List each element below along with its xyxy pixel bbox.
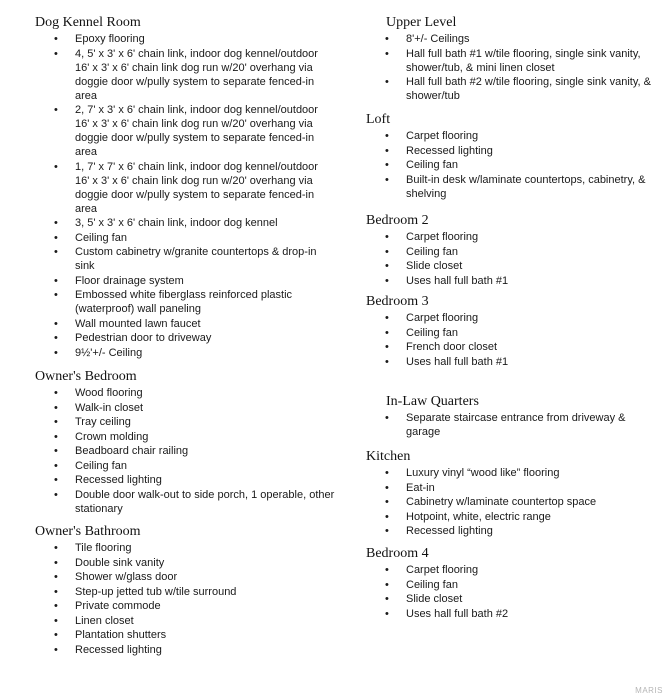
feature-list	[366, 411, 661, 439]
list-item: • Uses hall full bath #1	[366, 274, 661, 288]
feature-list	[35, 541, 335, 657]
section-title: Upper Level	[386, 15, 457, 30]
list-item: • 9½'+/- Ceiling	[35, 346, 335, 360]
list-item: • Custom cabinetry w/granite countertops & drop-in sink	[35, 245, 335, 273]
section-title: Kitchen	[366, 449, 411, 464]
section-owners-bathroom	[35, 524, 335, 657]
section-title: Owner's Bedroom	[35, 369, 137, 384]
section-loft	[366, 112, 661, 201]
list-item: • Pedestrian door to driveway	[35, 331, 335, 345]
section-upper-level	[386, 15, 661, 104]
maris-watermark: MARIS	[635, 686, 663, 695]
section-bedroom-2	[366, 213, 661, 288]
list-item: • Private commode	[35, 599, 335, 613]
feature-list	[35, 386, 335, 516]
section-bedroom-4	[366, 546, 661, 621]
section-title: Dog Kennel Room	[35, 15, 141, 30]
feature-list	[366, 563, 661, 621]
list-item: • Tile flooring	[35, 541, 335, 555]
list-item: • Cabinetry w/laminate countertop space	[366, 495, 661, 509]
list-item: • 3, 5' x 3' x 6' chain link, indoor dog kennel	[35, 216, 335, 230]
list-item: • Uses hall full bath #2	[366, 607, 661, 621]
section-title: Owner's Bathroom	[35, 524, 141, 539]
list-item: • Shower w/glass door	[35, 570, 335, 584]
list-item: • 1, 7' x 7' x 6' chain link, indoor dog kennel/outdoor 16' x 3' x 6' chain link dog run w/20' overhang via doggie door w/pully system to separate fenced-in area	[35, 160, 335, 216]
list-item: • 2, 7' x 3' x 6' chain link, indoor dog kennel/outdoor 16' x 3' x 6' chain link dog run w/20' overhang via doggie door w/pully system to separate fenced-in area	[35, 103, 335, 159]
list-item: • Uses hall full bath #1	[366, 355, 661, 369]
list-item: • Ceiling fan	[366, 158, 661, 172]
feature-list	[366, 311, 661, 369]
list-item: • Crown molding	[35, 430, 335, 444]
list-item: • Recessed lighting	[366, 144, 661, 158]
section-title: Bedroom 4	[366, 546, 429, 561]
list-item: • Hall full bath #1 w/tile flooring, single sink vanity, shower/tub, & mini linen closet	[366, 47, 661, 75]
list-item: • Embossed white fiberglass reinforced plastic (waterproof) wall paneling	[35, 288, 335, 316]
list-item: • Carpet flooring	[366, 311, 661, 325]
list-item: • Carpet flooring	[366, 230, 661, 244]
list-item: • Carpet flooring	[366, 563, 661, 577]
section-title: Bedroom 2	[366, 213, 429, 228]
list-item: • Beadboard chair railing	[35, 444, 335, 458]
list-item: • Slide closet	[366, 592, 661, 606]
list-item: • Walk-in closet	[35, 401, 335, 415]
list-item: • Recessed lighting	[35, 473, 335, 487]
feature-list	[366, 129, 661, 201]
list-item: • Double door walk-out to side porch, 1 operable, other stationary	[35, 488, 335, 516]
list-item: • Floor drainage system	[35, 274, 335, 288]
list-item: • Wall mounted lawn faucet	[35, 317, 335, 331]
list-item: • Slide closet	[366, 259, 661, 273]
section-kitchen	[366, 449, 661, 539]
list-item: • Luxury vinyl “wood like” flooring	[366, 466, 661, 480]
list-item: • Recessed lighting	[35, 643, 335, 657]
list-item: • Ceiling fan	[366, 326, 661, 340]
feature-list	[366, 32, 661, 103]
list-item: • 8'+/- Ceilings	[366, 32, 661, 46]
list-item: • Separate staircase entrance from driveway & garage	[366, 411, 661, 439]
list-item: • Step-up jetted tub w/tile surround	[35, 585, 335, 599]
list-item: • Ceiling fan	[366, 245, 661, 259]
list-item: • Eat-in	[366, 481, 661, 495]
feature-list	[35, 32, 335, 360]
list-item: • Recessed lighting	[366, 524, 661, 538]
list-item: • Tray ceiling	[35, 415, 335, 429]
section-title: Loft	[366, 112, 391, 127]
list-item: • Ceiling fan	[366, 578, 661, 592]
list-item: • Double sink vanity	[35, 556, 335, 570]
list-item: • Hall full bath #2 w/tile flooring, single sink vanity, & shower/tub	[366, 75, 661, 103]
list-item: • Carpet flooring	[366, 129, 661, 143]
feature-list	[366, 230, 661, 288]
feature-list	[366, 466, 661, 538]
section-title: Bedroom 3	[366, 294, 429, 309]
section-dog-kennel-room	[35, 15, 335, 360]
section-owners-bedroom	[35, 369, 335, 516]
list-item: • Linen closet	[35, 614, 335, 628]
list-item: • Hotpoint, white, electric range	[366, 510, 661, 524]
list-item: • Ceiling fan	[35, 459, 335, 473]
list-item: • Plantation shutters	[35, 628, 335, 642]
list-item: • Epoxy flooring	[35, 32, 335, 46]
list-item: • 4, 5' x 3' x 6' chain link, indoor dog kennel/outdoor 16' x 3' x 6' chain link dog run w/20' overhang via doggie door w/pully system to separate fenced-in area	[35, 47, 335, 103]
section-bedroom-3	[366, 294, 661, 369]
list-item: • French door closet	[366, 340, 661, 354]
list-item: • Ceiling fan	[35, 231, 335, 245]
section-title: In-Law Quarters	[386, 394, 479, 409]
list-item: • Built-in desk w/laminate countertops, cabinetry, & shelving	[366, 173, 661, 201]
section-in-law-quarters	[386, 394, 661, 440]
list-item: • Wood flooring	[35, 386, 335, 400]
